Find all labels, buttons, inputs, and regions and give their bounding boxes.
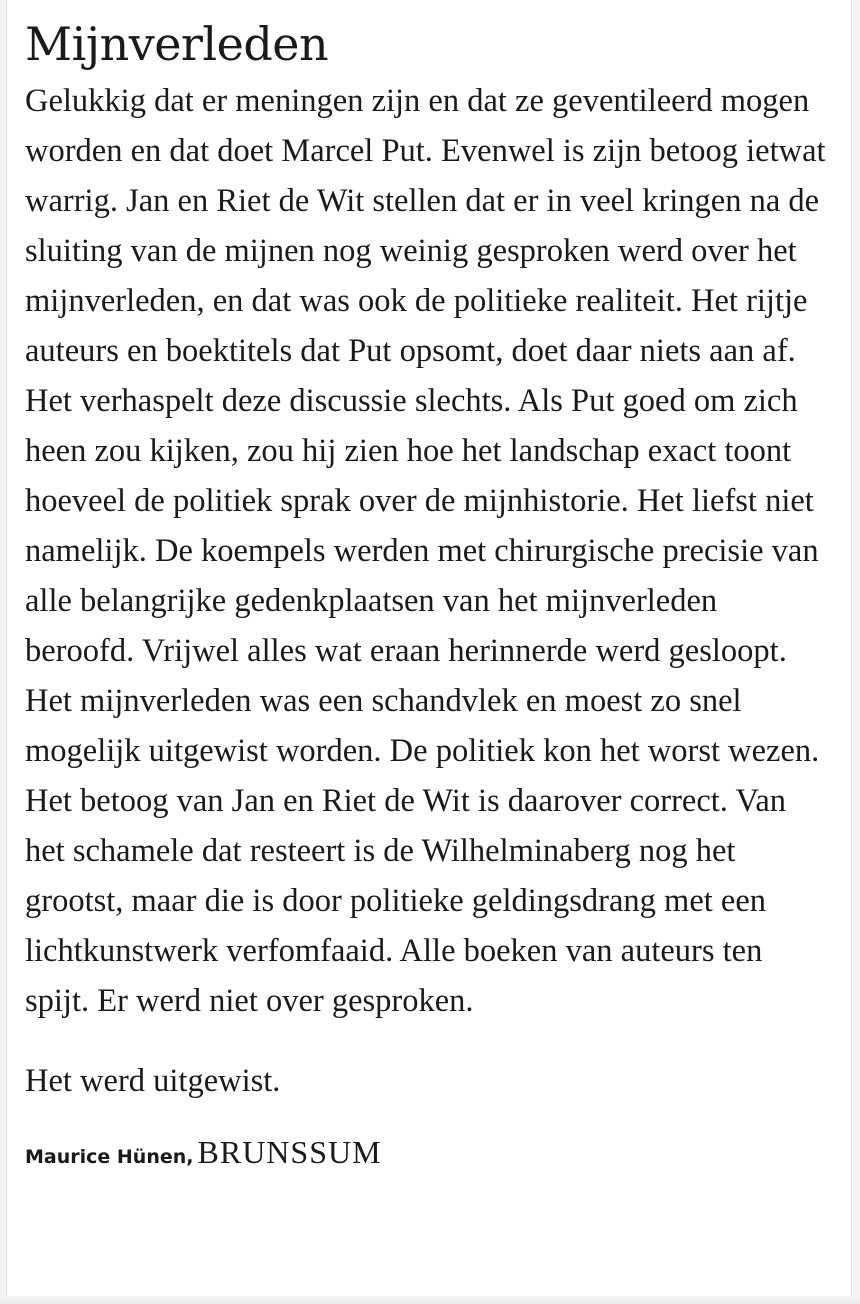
letter-title: Mijnverleden xyxy=(25,17,329,71)
letter-signature xyxy=(25,1134,833,1177)
author-name: Maurice Hünen, xyxy=(25,1146,194,1168)
letter-paragraph-1: Gelukkig dat er meningen zijn en dat ze geventileerd mogen worden en dat doet Marcel Put. Evenwel is zijn betoog ietwat warrig. Jan en Riet de Wit stellen dat er in veel kringen na de sluiting van de mijnen nog weinig gesproken werd over het mijnverleden, en dat was ook de politieke realiteit. Het rijtje auteurs en boektitels dat Put opsomt, doet daar niets aan af. Het verhaspelt deze discussie slechts. Als Put goed om zich heen zou kijken, zou hij zien hoe het landschap exact toont hoeveel de politiek sprak over de mijnhistorie. Het liefst niet namelijk. De koempels werden met chirurgische precisie van alle belangrijke gedenkplaatsen van het mijnverleden beroofd. Vrijwel alles wat eraan herinnerde werd gesloopt. Het mijnverleden was een schandvlek en moest zo snel mogelijk uitgewist worden. De politiek kon het worst wezen. Het betoog van Jan en Riet de Wit is daarover correct. Van het schamele dat resteert is de Wilhelminaberg nog het grootst, maar die is door politieke geldingsdrang met een lichtkunstwerk verfomfaaid. Alle boeken van auteurs ten spijt. Er werd niet over gesproken. xyxy=(25,83,826,1019)
page-bottom-edge xyxy=(0,1296,860,1304)
letter-paragraph-2: Het werd uitgewist. xyxy=(25,1063,281,1099)
author-place: BRUNSSUM xyxy=(197,1134,382,1170)
letter-card xyxy=(6,0,852,1298)
